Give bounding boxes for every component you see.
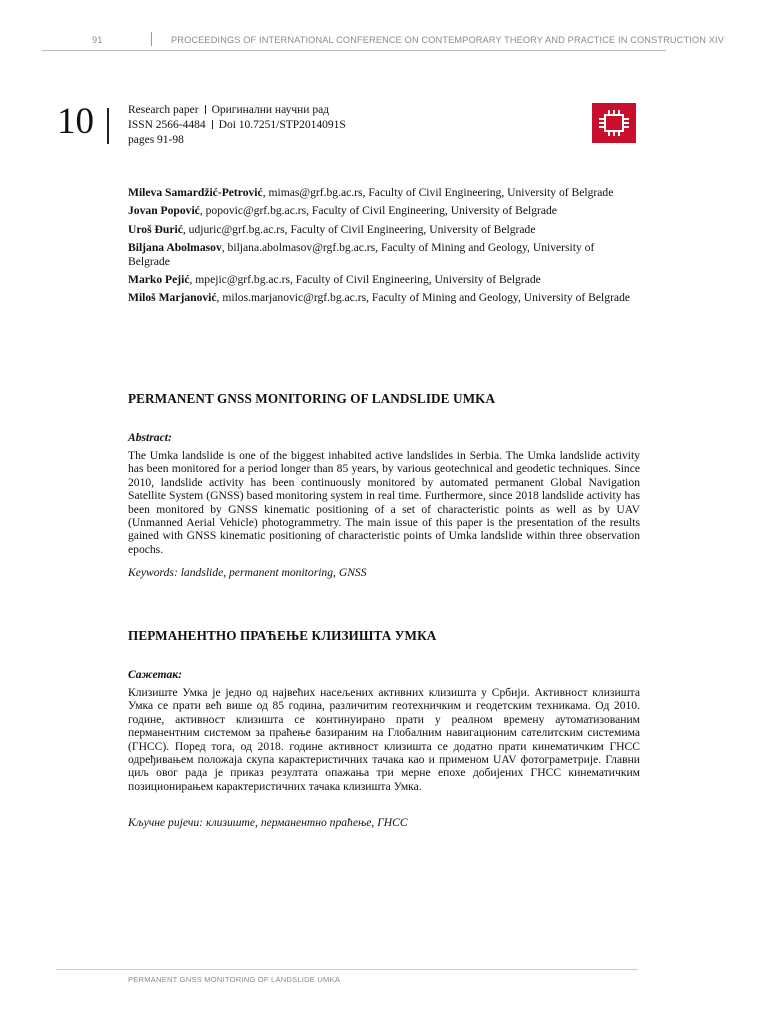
- author-affiliation: , milos.marjanovic@rgf.bg.ac.rs, Faculty of Mining and Geology, University of Belgrade: [216, 291, 631, 305]
- running-footer: [56, 969, 638, 984]
- chapter-divider: [107, 108, 109, 144]
- header-divider: [151, 32, 152, 46]
- author-affiliation: , popovic@grf.bg.ac.rs, Faculty of Civil Engineering, University of Belgrade: [199, 204, 557, 218]
- author-affiliation: , biljana.abolmasov@rgf.bg.ac.rs, Faculty of Mining and Geology, University of Belgrade: [128, 241, 595, 268]
- abstract-text-serbian: Клизиште Умка је једно од највећих насељених активних клизишта у Србији. Активност клизишта Умка се прати већ више од 85 година, различитим геотехничким и геодетским техникама. Од 2010. године, активност клизишта се континуирано прати у реалном времену аутоматизованим перманентним системом за праћење базираним на Глобалним навигационим сателитским системима (ГНСС). Поред тога, од 2018. године активност клизишта се додатно прати кинематичким ГНСС одређивањем положаја скупа карактеристичних тачака као и применом UAV фотограметрије. Главни циљ овог рада је приказ резултата опажања три мерне епохе добијених ГНСС кинематичким позиционирањем карактеристичних тачака клизишта Умка.: [128, 686, 640, 793]
- author-name: Miloš Marjanović: [128, 291, 217, 305]
- author-entry: [128, 273, 638, 286]
- doi: Doi 10.7251/STP2014091S: [218, 119, 346, 131]
- footer-running-title: PERMANENT GNSS MONITORING OF LANDSLIDE UMKA: [128, 975, 341, 984]
- abstract-label: Abstract:: [128, 431, 172, 444]
- paper-title-serbian: ПЕРМАНЕНТНО ПРАЋЕЊЕ КЛИЗИШТА УМКА: [128, 628, 437, 643]
- author-name: Uroš Đurić: [128, 222, 183, 236]
- logo-background: [592, 103, 636, 143]
- journal-title: PROCEEDINGS OF INTERNATIONAL CONFERENCE ON CONTEMPORARY THEORY AND PRACTICE IN CONSTRUCTION XIV: [171, 35, 724, 45]
- paper-type-local: Оригинални научни рад: [211, 104, 330, 116]
- author-list: [128, 186, 638, 310]
- author-affiliation: , udjuric@grf.bg.ac.rs, Faculty of Civil Engineering, University of Belgrade: [182, 222, 536, 236]
- paper-type-line: [128, 103, 346, 118]
- paper-type: Research paper: [128, 104, 199, 116]
- pages: pages 91-98: [128, 134, 184, 146]
- paper-meta: [128, 103, 346, 148]
- author-affiliation: , mimas@grf.bg.ac.rs, Faculty of Civil Engineering, University of Belgrade: [262, 186, 614, 199]
- author-entry: [128, 204, 638, 217]
- meta-separator: [205, 105, 206, 114]
- author-name: Mileva Samardžić-Petrović: [128, 186, 263, 199]
- page-number: 91: [92, 35, 103, 45]
- keywords: Keywords: landslide, permanent monitoring, GNSS: [128, 566, 367, 579]
- running-header: [42, 30, 724, 51]
- conference-logo: [592, 103, 636, 143]
- chapter-number: 10: [57, 101, 94, 142]
- abstract-label-serbian: Сажетак:: [128, 668, 183, 681]
- author-name: Biljana Abolmasov: [128, 241, 222, 255]
- author-entry: [128, 186, 638, 199]
- keywords-serbian: Кључне ријечи: клизиште, перманентно праћење, ГНСС: [128, 816, 408, 829]
- author-entry: [128, 241, 638, 268]
- author-name: Jovan Popović: [128, 204, 200, 218]
- meta-separator: [212, 120, 213, 129]
- abstract-text: The Umka landslide is one of the biggest inhabited active landslides in Serbia. The Umka landslide activity has been monitored for a period longer than 85 years, by various geotechnical and geodetic techniques. Since 2010, landslide activity has been continuously monitored by automated permanent Global Navigation Satellite System (GNSS) based monitoring system in real time. Furthermore, since 2018 landslide activity has been monitored by GNSS kinematic positioning of a set of characteristic points as well as by UAV (Unmanned Aerial Vehicle) photogrammetry. The main issue of this paper is the presentation of the results gained with GNSS kinematic positioning of characteristic points of Umka landslide within three observation epochs.: [128, 449, 640, 556]
- author-entry: [128, 291, 638, 304]
- paper-title-english: PERMANENT GNSS MONITORING OF LANDSLIDE UMKA: [128, 391, 496, 406]
- author-entry: [128, 223, 638, 236]
- issn-doi-line: [128, 118, 346, 133]
- author-affiliation: , mpejic@grf.bg.ac.rs, Faculty of Civil Engineering, University of Belgrade: [189, 273, 541, 287]
- author-name: Marko Pejić: [128, 273, 190, 287]
- issn: ISSN 2566-4484: [128, 119, 206, 131]
